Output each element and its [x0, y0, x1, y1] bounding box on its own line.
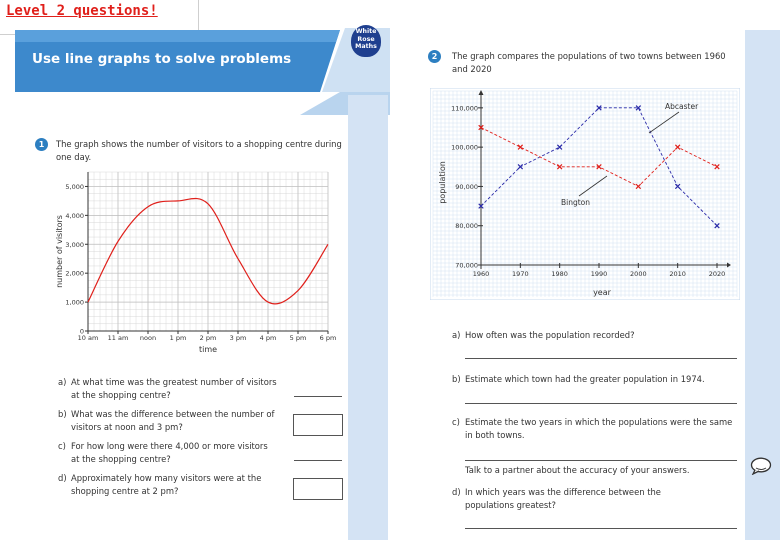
y-tick-label: 5,000 [65, 182, 84, 191]
question-1-text [56, 138, 342, 164]
x-tick-label: 1990 [590, 270, 608, 278]
part-label: d) [452, 487, 461, 497]
series-label-bington: Bington [561, 198, 591, 207]
y-tick-label: 0 [79, 327, 84, 336]
x-tick-label: 2000 [630, 270, 647, 278]
part-text-line: How often was the population recorded? [465, 330, 635, 340]
part-text-line: What was the difference between the number of [71, 409, 275, 419]
x-tick-label: 10 am [77, 334, 99, 342]
x-tick-label: 1960 [472, 270, 490, 278]
x-tick-label: 2 pm [199, 334, 217, 342]
x-tick-label: 1 pm [169, 334, 187, 342]
x-axis-label: year [593, 288, 611, 297]
y-tick-label: 80,000 [455, 222, 478, 231]
logo-word-2: Rose [357, 35, 375, 43]
x-tick-label: noon [139, 334, 157, 342]
x-tick-label: 1980 [551, 270, 568, 278]
part-label: a) [58, 377, 67, 387]
answer-box[interactable] [293, 414, 343, 436]
y-tick-label: 2,000 [65, 269, 84, 278]
answer-line[interactable] [465, 358, 737, 359]
y-axis-label: population [438, 161, 447, 204]
part-label: c) [58, 441, 66, 451]
part-text-line: Talk to a partner about the accuracy of your answers. [465, 465, 690, 475]
y-axis-label: number of visitors [55, 215, 64, 288]
part-label: c) [452, 417, 460, 427]
answer-line[interactable] [294, 396, 342, 397]
part-label: b) [58, 409, 67, 419]
part-text-line: Estimate which town had the greater population in 1974. [465, 374, 705, 384]
part-text-line: at the shopping centre? [71, 454, 171, 464]
answer-line[interactable] [465, 403, 737, 404]
y-tick-label: 70,000 [455, 261, 478, 270]
question-1-text-line: The graph shows the number of visitors to a shopping centre during [56, 139, 342, 149]
y-tick-label: 4,000 [65, 211, 84, 220]
x-tick-label: 2020 [708, 270, 726, 278]
y-tick-label: 1,000 [65, 298, 84, 307]
talk-bubble-icon [750, 457, 772, 475]
part-label: d) [58, 473, 67, 483]
part-label: b) [452, 374, 461, 384]
x-tick-label: 4 pm [259, 334, 277, 342]
level-label: Level 2 questions! [6, 3, 158, 19]
x-tick-label: 11 am [107, 334, 129, 342]
question-2-text-line: The graph compares the populations of two towns between 1960 [452, 51, 726, 61]
x-tick-label: 3 pm [229, 334, 247, 342]
part-text-line: For how long were there 4,000 or more visitors [71, 441, 268, 451]
x-tick-label: 1970 [512, 270, 529, 278]
part-text-line: Approximately how many visitors were at the [71, 473, 262, 483]
part-text-line: At what time was the greatest number of visitors [71, 377, 277, 387]
answer-line[interactable] [465, 528, 737, 529]
question-1-number: 1 [35, 138, 48, 151]
white-rose-logo [351, 25, 381, 57]
question-1-text-line: one day. [56, 152, 92, 162]
y-tick-label: 110,000 [451, 104, 478, 113]
left-margin-strip [348, 95, 388, 540]
series-label-abcaster: Abcaster [665, 102, 699, 111]
y-tick-label: 3,000 [65, 240, 84, 249]
logo-word-3: Maths [355, 43, 377, 50]
y-tick-label: 100,000 [451, 143, 478, 152]
question-2-text [452, 50, 726, 76]
visitors-line-chart [40, 162, 340, 362]
population-line-chart [430, 88, 740, 300]
x-tick-label: 6 pm [319, 334, 337, 342]
question-2-text-line: and 2020 [452, 64, 492, 74]
answer-line[interactable] [465, 460, 737, 461]
answer-box[interactable] [293, 478, 343, 500]
part-text-line: at the shopping centre? [71, 390, 171, 400]
x-tick-label: 2010 [669, 270, 686, 278]
part-text-line: In which years was the difference between the [465, 487, 661, 497]
header-banner [0, 20, 390, 120]
y-tick-label: 90,000 [455, 182, 478, 191]
question-2-number: 2 [428, 50, 441, 63]
part-text-line: visitors at noon and 3 pm? [71, 422, 183, 432]
part-text-line: Estimate the two years in which the populations were the same [465, 417, 733, 427]
part-text-line: shopping centre at 2 pm? [71, 486, 179, 496]
part-text-line: populations greatest? [465, 500, 556, 510]
page-title: Use line graphs to solve problems [32, 51, 292, 67]
answer-line[interactable] [294, 460, 342, 461]
x-axis-label: time [198, 345, 218, 354]
logo-word-1: White [355, 28, 377, 35]
part-label: a) [452, 330, 461, 340]
x-tick-label: 5 pm [289, 334, 307, 342]
part-text-line: in both towns. [465, 430, 525, 440]
